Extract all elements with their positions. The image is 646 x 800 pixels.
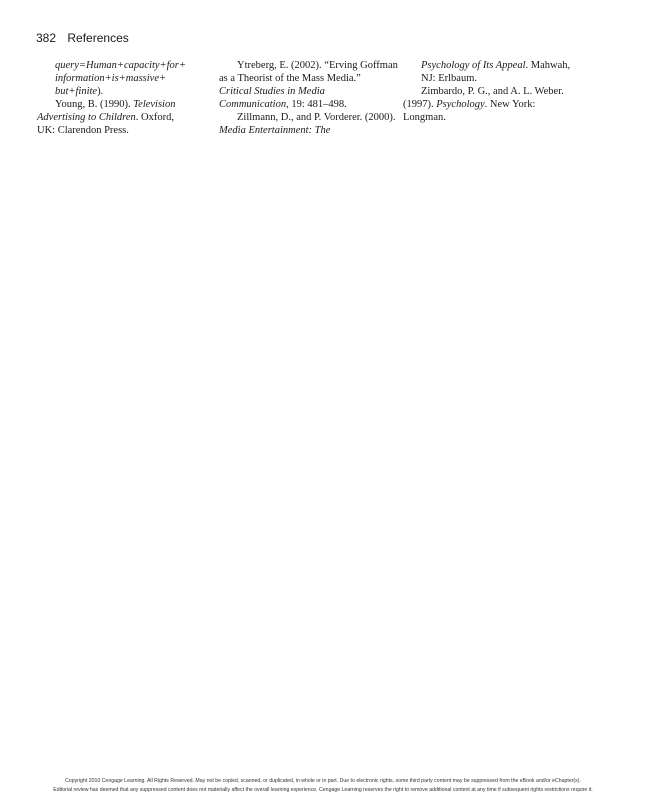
reference-journal: Critical Studies in Media [219, 86, 325, 97]
reference-text: query=Human+capacity+for+ [55, 60, 186, 71]
reference-entry-continued [37, 59, 212, 98]
reference-entry-young [37, 98, 212, 137]
section-title: References [67, 31, 129, 45]
reference-entry-continued [403, 59, 593, 85]
reference-journal: Communication [219, 99, 287, 110]
reference-title: Psychology [436, 99, 485, 110]
reference-column-2 [219, 59, 399, 137]
reference-title: Advertising to Children [37, 112, 136, 123]
reference-title: Psychology of Its Appeal [421, 60, 526, 71]
reference-entry-zimbardo [403, 85, 593, 124]
reference-pages: , 19: 481–498. [286, 99, 347, 110]
reference-author: Young, B. (1990). [55, 99, 134, 110]
reference-text: but+finite [55, 86, 98, 97]
reference-author: Ytreberg, E. (2002). “Erving Goffman [237, 60, 398, 71]
reference-text: . New York: [484, 99, 536, 110]
copyright-notice: Copyright 2010 Cengage Learning. All Rights Reserved. May not be copied, scanned, or duplicated, in whole or in part. Due to electronic rights, some third party content may be suppressed from the eBook and/or eChapter(s). [65, 778, 581, 784]
reference-column-1 [37, 59, 212, 137]
running-header [36, 30, 129, 46]
reference-title: as a Theorist of the Mass Media.” [219, 73, 361, 84]
reference-author: Zillmann, D., and P. Vorderer. (2000). [237, 112, 396, 123]
reference-text: information+is+massive+ [55, 73, 167, 84]
reference-entry-ytreberg [219, 59, 399, 111]
editorial-notice: Editorial review has deemed that any suppressed content does not materially affect the overall learning experience. Cengage Learning reserves the right to remove additional content at any time if subsequent rights restrictions require it. [53, 787, 593, 793]
reference-title: Television [133, 99, 176, 110]
reference-text: . Mahwah, [525, 60, 571, 71]
reference-text: ). [97, 86, 104, 97]
reference-text: . Oxford, [135, 112, 174, 123]
reference-column-3 [403, 59, 593, 124]
page-number: 382 [36, 31, 57, 45]
reference-author: Zimbardo, P. G., and A. L. Weber. [421, 86, 564, 97]
reference-year: (1997). [403, 99, 437, 110]
reference-publisher: NJ: Erlbaum. [421, 73, 477, 84]
reference-title: Media Entertainment: The [219, 125, 331, 136]
reference-entry-zillmann [219, 111, 399, 137]
reference-publisher: UK: Clarendon Press. [37, 125, 129, 136]
reference-publisher: Longman. [403, 112, 446, 123]
